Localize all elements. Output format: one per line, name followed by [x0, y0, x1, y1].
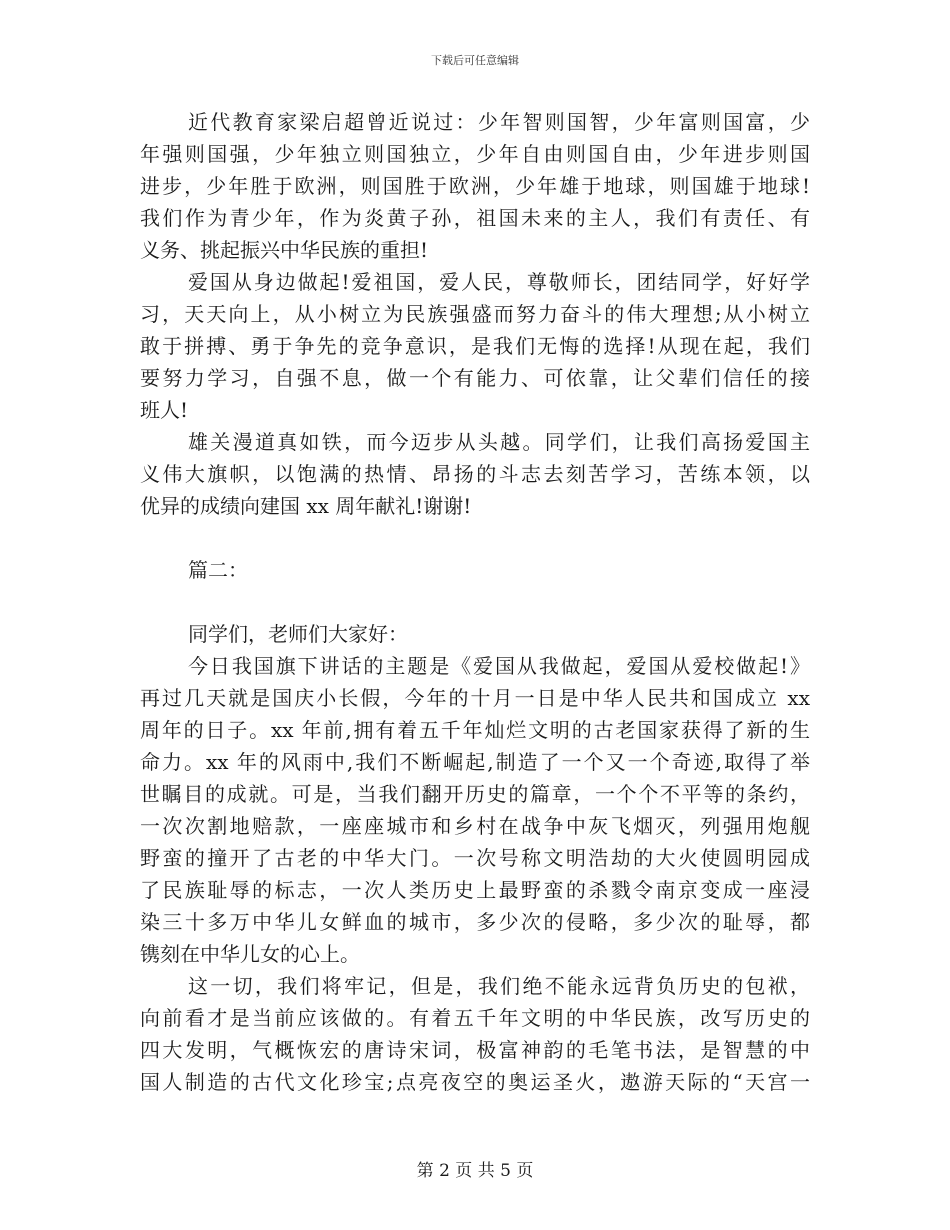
- text-line: 世瞩目的成就。可是，当我们翻开历史的篇章，一个个不平等的条约，: [140, 782, 810, 806]
- paragraph-2: [140, 266, 810, 426]
- paragraph-4: [140, 650, 810, 970]
- blank-line: [140, 522, 810, 554]
- text-line: 野蛮的撞开了古老的中华大门。一次号称文明浩劫的大火使圆明园成: [140, 846, 810, 870]
- text-line: 国人制造的古代文化珍宝;点亮夜空的奥运圣火，遨游天际的“天宫一: [140, 1070, 810, 1094]
- text-line: 敢于拼搏、勇于争先的竞争意识，是我们无悔的选择!从现在起，我们: [140, 334, 810, 358]
- text-line: 义伟大旗帜，以饱满的热情、昂扬的斗志去刻苦学习，苦练本领，以: [140, 462, 810, 486]
- text-line: 我们作为青少年，作为炎黄子孙，祖国未来的主人，我们有责任、有: [140, 206, 810, 230]
- text-line: 这一切，我们将牢记，但是，我们绝不能永远背负历史的包袱，: [188, 974, 810, 998]
- paragraph-1: [140, 106, 810, 266]
- greeting: 同学们，老师们大家好：: [188, 622, 408, 646]
- text-line: 要努力学习，自强不息，做一个有能力、可依靠，让父辈们信任的接: [140, 366, 810, 390]
- section-title: 篇二：: [188, 558, 248, 582]
- text-line: 爱国从身边做起!爱祖国，爱人民，尊敬师长，团结同学，好好学: [188, 270, 810, 294]
- text-line: 习，天天向上，从小树立为民族强盛而努力奋斗的伟大理想;从小树立: [140, 302, 810, 326]
- page-number: 第 2 页 共 5 页: [416, 1161, 534, 1181]
- text-line: 镌刻在中华儿女的心上。: [140, 942, 360, 966]
- text-line: 雄关漫道真如铁，而今迈步从头越。同学们，让我们高扬爱国主: [188, 430, 810, 454]
- text-line: 周年的日子。xx 年前,拥有着五千年灿烂文明的古老国家获得了新的生: [140, 718, 810, 742]
- text-line: 班人!: [140, 398, 189, 422]
- paragraph-3: [140, 426, 810, 522]
- blank-line: [140, 586, 810, 618]
- page-header-note: 下载后可任意编辑: [431, 54, 519, 67]
- text-line: 染三十多万中华儿女鲜血的城市，多少次的侵略，多少次的耻辱，都: [140, 910, 810, 934]
- text-line: 四大发明，气概恢宏的唐诗宋词，极富神韵的毛笔书法，是智慧的中: [140, 1038, 810, 1062]
- text-line: 了民族耻辱的标志，一次人类历史上最野蛮的杀戮令南京变成一座浸: [140, 878, 810, 902]
- text-line: 义务、挑起振兴中华民族的重担!: [140, 238, 429, 262]
- text-line: 今日我国旗下讲话的主题是《爱国从我做起，爱国从爱校做起!》: [188, 654, 810, 678]
- text-line: 年强则国强，少年独立则国独立，少年自由则国自由，少年进步则国: [140, 142, 810, 166]
- paragraph-5: [140, 970, 810, 1098]
- text-line: 优异的成绩向建国 xx 周年献礼!谢谢!: [140, 494, 472, 518]
- text-line: 进步，少年胜于欧洲，则国胜于欧洲，少年雄于地球，则国雄于地球!: [140, 174, 810, 198]
- document-body: [140, 106, 810, 1098]
- text-line: 一次次割地赔款，一座座城市和乡村在战争中灰飞烟灭，列强用炮舰: [140, 814, 810, 838]
- text-line: 近代教育家梁启超曾近说过：少年智则国智，少年富则国富，少: [188, 110, 810, 134]
- text-line: 再过几天就是国庆小长假，今年的十月一日是中华人民共和国成立 xx: [140, 686, 810, 710]
- text-line: 命力。xx 年的风雨中,我们不断崛起,制造了一个又一个奇迹,取得了举: [140, 750, 810, 774]
- text-line: 向前看才是当前应该做的。有着五千年文明的中华民族，改写历史的: [140, 1006, 810, 1030]
